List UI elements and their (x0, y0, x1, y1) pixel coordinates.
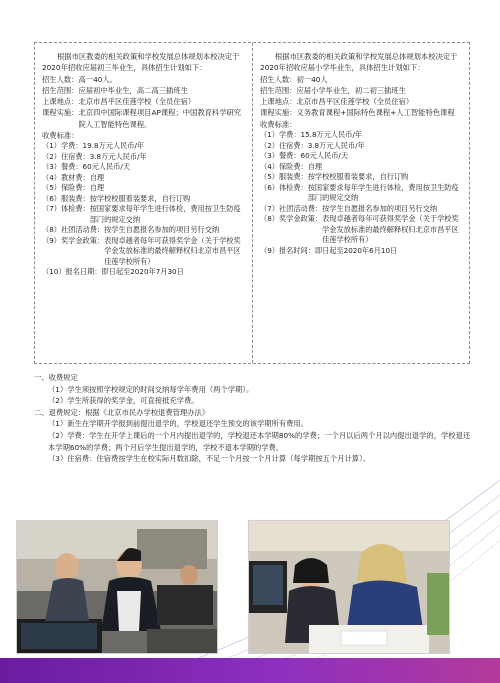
right-field-row: 上课地点： 北京市昌平区佳莲学校（全员住宿） (260, 97, 414, 107)
right-fields (260, 74, 463, 119)
fee-rule-2: （2）学生所获得的奖学金，可直接抵充学费。 (48, 396, 199, 406)
right-fee-item: （4）保险费： 自理 (260, 161, 323, 171)
left-fee-item: （7）体检费： 按国家要求每年学生进行体检，费用按卫生防疫部门的规定交纳 (42, 204, 241, 224)
section-title-refund: 二、退费规定：根据《北京市民办学校退费管理办法》 (34, 407, 210, 417)
left-fee-item: （1）学费： 19.8万元人民币/年 (42, 141, 145, 151)
left-fee-item: （6）服装费： 按学校校服着装要求，自行订购 (42, 193, 191, 203)
left-fee-title: 收费标准： (42, 131, 79, 141)
right-fee-item: （8）奖学金政策： 表现卓越者每年可获得奖学金（关于学校奖学金发放标准的最终解释权归北京市昌平区佳莲学校所有） (260, 214, 459, 245)
refund-rule-2: （2）学费：学生在开学上课后的一个月内提出退学的，学校退还本学期80%的学费；一个月以后两个月以内提出退学的，学校退还本学期60%的学费；两个月后学生提出退学的，学校不退本学期的学费。 (48, 430, 471, 452)
right-field-row: 课程实施： 义务教育课程+国际特色课程+人工智能特色课程 (260, 108, 455, 118)
fee-and-refund-rules (34, 372, 474, 465)
left-fee-item: （3）餐费： 60元人民币/天 (42, 162, 131, 172)
refund-rule-1: （1）新生在学期开学报到前提出退学的，学校退还学生预交的该学期所有费用。 (48, 419, 309, 429)
left-intro: 根据市区教委的相关政策和学校发展总体规划本校决定于2020年招收应届初三毕业生，具体招生计划如下： (42, 52, 240, 73)
right-fee-item: （5）服装费： 按学校校服着装要求，自行订购 (260, 172, 409, 182)
right-fee-item: （7）社团活动费： 按学生自愿报名参加的项目另行交纳 (260, 203, 438, 213)
left-fee-item: （5）保险费： 自理 (42, 183, 105, 193)
high-school-column (35, 43, 252, 363)
fee-rule-1: （1）学生须按照学校规定的时间交纳每学年费用（两个学期）。 (48, 384, 254, 394)
left-field-row: 招生人数： 高一40人。 (42, 74, 117, 84)
right-fee-item: （6）体检费： 按国家要求每年学生进行体检，费用按卫生防疫部门的规定交纳 (260, 182, 459, 203)
admission-plan-table (34, 42, 470, 364)
right-intro: 根据市区教委的相关政策和学校发展总体规划本校决定于2020年招收应届小学毕业生，具体招生计划如下： (260, 52, 458, 73)
left-fee-item: （2）住宿费： 3.8万元人民币/年 (42, 151, 147, 161)
left-field-row: 课程实施： 北京四中国际课程项目AP课程；中国教育科学研究院人工智能特色课程。 (42, 108, 242, 129)
right-field-row: 招生人数： 初一40人 (260, 74, 328, 84)
right-fee-item: （1）学费： 15.8万元人民币/年 (260, 130, 363, 140)
left-fee-item: （10）报名日期： 即日起至2020年7月30日 (42, 267, 184, 277)
right-field-row: 招生范围： 应届小学毕业生，初二初三插班生 (260, 85, 406, 95)
section-title-fees: 一、收费规定 (34, 373, 78, 382)
left-fields (42, 74, 246, 130)
left-fee-item: （8）社团活动费： 按学生自愿报名参加的项目另行交纳 (42, 225, 220, 235)
left-fee-item: （9）奖学金政策： 表现卓越者每年可获得奖学金（关于学校奖学金发放标准的最终解释权归北京市昌平区佳莲学校所有） (42, 235, 241, 266)
right-fee-item: （9）报名时间： 即日起至2020年6月10日 (260, 245, 398, 255)
right-fee-item: （3）餐费： 60元人民币/天 (260, 151, 349, 161)
classroom-photo-left (16, 520, 218, 654)
right-fees (260, 130, 463, 256)
classroom-photo-right (248, 520, 450, 654)
left-field-row: 招生范围： 应届初中毕业生，高二高三插班生 (42, 85, 188, 95)
refund-rule-3: （3）住宿费：住宿费按学生在校实际月数扣除，不足一个月按一个月计算（每学期按五个月计算）。 (48, 454, 371, 464)
footer-band (0, 658, 500, 683)
left-fees (42, 141, 246, 278)
left-fee-item: （4）教材费： 自理 (42, 172, 105, 182)
right-fee-item: （2）住宿费： 3.8万元人民币/年 (260, 140, 365, 150)
middle-school-column (252, 43, 469, 363)
right-fee-title: 收费标准： (260, 119, 297, 129)
left-field-row: 上课地点： 北京市昌平区佳莲学校（全员住宿） (42, 97, 196, 107)
